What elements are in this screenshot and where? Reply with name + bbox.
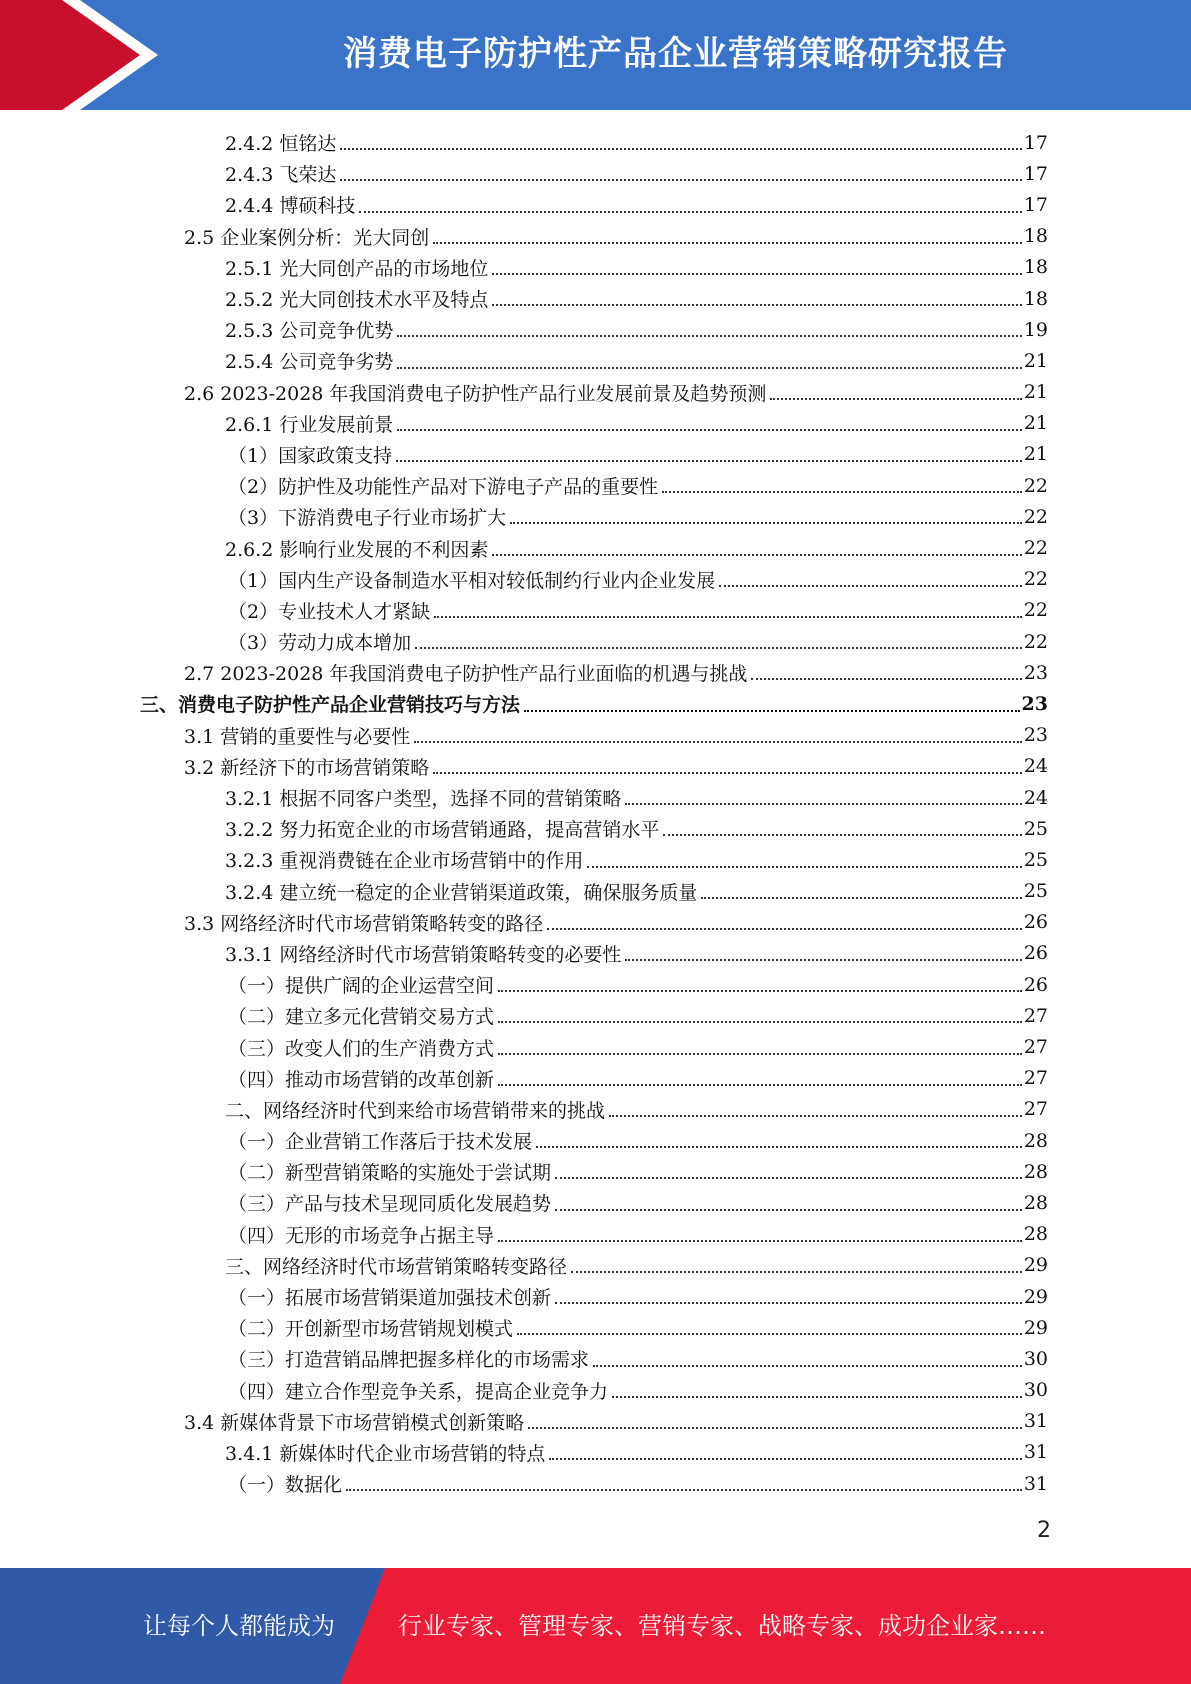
toc-entry[interactable] <box>140 470 1048 501</box>
toc-entry-page: 17 <box>1023 162 1048 185</box>
toc-dot-leader <box>434 612 1022 618</box>
toc-entry[interactable] <box>140 439 1048 470</box>
toc-dot-leader <box>625 799 1021 805</box>
toc-entry-page: 22 <box>1023 630 1048 653</box>
toc-entry-label: （三）产品与技术呈现同质化发展趋势 <box>228 1193 552 1216</box>
toc-entry-label: （二）建立多元化营销交易方式 <box>228 1006 495 1029</box>
toc-entry-page: 30 <box>1023 1347 1048 1370</box>
toc-dot-leader <box>397 363 1021 369</box>
toc-entry[interactable] <box>140 1437 1048 1468</box>
toc-entry[interactable] <box>140 1468 1048 1499</box>
toc-dot-leader <box>346 1485 1022 1491</box>
toc-entry-label: 3.3.1 网络经济时代市场营销策略转变的必要性 <box>225 943 622 966</box>
page-number: 2 <box>1037 1518 1051 1543</box>
toc-dot-leader <box>492 269 1021 275</box>
toc-dot-leader <box>663 830 1021 836</box>
toc-entry-label: （一）提供广阔的企业运营空间 <box>228 975 495 998</box>
toc-entry-page: 31 <box>1023 1472 1048 1495</box>
toc-entry[interactable] <box>140 626 1048 657</box>
toc-dot-leader <box>528 1423 1022 1429</box>
toc-entry-label: （四）建立合作型竞争关系，提高企业竞争力 <box>228 1380 609 1403</box>
toc-entry-label: 2.4.2 恒铭达 <box>225 133 337 156</box>
table-of-contents <box>140 127 1048 1499</box>
toc-entry[interactable] <box>140 782 1048 813</box>
toc-entry[interactable] <box>140 1094 1048 1125</box>
toc-entry-page: 25 <box>1023 880 1048 903</box>
toc-entry[interactable] <box>140 314 1048 345</box>
toc-dot-leader <box>517 1329 1022 1335</box>
toc-entry[interactable] <box>140 564 1048 595</box>
header-banner <box>0 0 1191 110</box>
toc-entry-page: 29 <box>1023 1285 1048 1308</box>
toc-entry[interactable] <box>140 1343 1048 1374</box>
toc-entry-label: 2.6.2 影响行业发展的不利因素 <box>225 538 489 561</box>
toc-dot-leader <box>719 581 1022 587</box>
toc-entry-label: 3.2.4 建立统一稳定的企业营销渠道政策，确保服务质量 <box>225 881 698 904</box>
toc-entry-page: 28 <box>1023 1129 1048 1152</box>
toc-entry-page: 31 <box>1023 1410 1048 1433</box>
toc-dot-leader <box>751 674 1021 680</box>
toc-entry[interactable] <box>140 1312 1048 1343</box>
toc-entry-page: 24 <box>1023 786 1048 809</box>
toc-entry-label: （一）拓展市场营销渠道加强技术创新 <box>228 1287 552 1310</box>
toc-entry-label: （四）无形的市场竞争占据主导 <box>228 1224 495 1247</box>
toc-entry-label: 三、网络经济时代市场营销策略转变路径 <box>225 1255 568 1278</box>
toc-entry[interactable] <box>140 501 1048 532</box>
toc-dot-leader <box>612 1392 1022 1398</box>
toc-dot-leader <box>498 1236 1022 1242</box>
toc-entry[interactable] <box>140 408 1048 439</box>
toc-dot-leader <box>415 643 1022 649</box>
toc-entry-page: 22 <box>1023 568 1048 591</box>
toc-entry-label: 2.7 2023-2028 年我国消费电子防护性产品行业面临的机遇与挑战 <box>184 663 748 686</box>
toc-entry-page: 23 <box>1023 724 1048 747</box>
toc-dot-leader <box>571 1267 1022 1273</box>
toc-entry[interactable] <box>140 1063 1048 1094</box>
toc-dot-leader <box>414 737 1022 743</box>
toc-entry-page: 18 <box>1023 256 1048 279</box>
toc-dot-leader <box>492 300 1021 306</box>
toc-entry-page: 31 <box>1023 1441 1048 1464</box>
toc-entry-page: 22 <box>1023 537 1048 560</box>
toc-dot-leader <box>396 456 1022 462</box>
toc-entry-page: 25 <box>1023 848 1048 871</box>
toc-entry-page: 22 <box>1023 474 1048 497</box>
toc-dot-leader <box>433 238 1022 244</box>
footer-banner <box>0 1568 1191 1684</box>
toc-dot-leader <box>593 1361 1022 1367</box>
toc-entry[interactable] <box>140 1187 1048 1218</box>
report-title: 消费电子防护性产品企业营销策略研究报告 <box>343 34 1008 74</box>
toc-entry[interactable] <box>140 1219 1048 1250</box>
toc-entry-label: 2.4.3 飞荣达 <box>225 164 337 187</box>
toc-entry-label: 3.1 营销的重要性与必要性 <box>184 725 411 748</box>
footer-slogan-right: 行业专家、管理专家、营销专家、战略专家、成功企业家…… <box>398 1612 1046 1640</box>
toc-dot-leader <box>498 1080 1022 1086</box>
toc-dot-leader <box>359 207 1021 213</box>
toc-entry-label: 2.5 企业案例分析：光大同创 <box>184 226 430 249</box>
toc-entry[interactable] <box>140 595 1048 626</box>
toc-entry-page: 21 <box>1023 412 1048 435</box>
toc-entry-page: 29 <box>1023 1316 1048 1339</box>
toc-entry-label: （二）开创新型市场营销规划模式 <box>228 1318 514 1341</box>
toc-entry-label: 3.2 新经济下的市场营销策略 <box>184 756 430 779</box>
toc-entry-label: （二）新型营销策略的实施处于尝试期 <box>228 1162 552 1185</box>
toc-entry[interactable] <box>140 1250 1048 1281</box>
toc-entry-label: （三）改变人们的生产消费方式 <box>228 1037 495 1060</box>
toc-dot-leader <box>340 175 1021 181</box>
toc-entry-page: 24 <box>1023 755 1048 778</box>
toc-entry-label: （3）下游消费电子行业市场扩大 <box>228 507 507 530</box>
toc-dot-leader <box>498 1049 1022 1055</box>
toc-dot-leader <box>662 487 1022 493</box>
toc-entry[interactable] <box>140 1125 1048 1156</box>
toc-entry-page: 26 <box>1023 973 1048 996</box>
toc-entry-label: 三、消费电子防护性产品企业营销技巧与方法 <box>140 694 521 717</box>
toc-entry[interactable] <box>140 813 1048 844</box>
toc-entry-label: 3.3 网络经济时代市场营销策略转变的路径 <box>184 912 544 935</box>
toc-entry-label: 2.6.1 行业发展前景 <box>225 413 394 436</box>
footer-slogan-left: 让每个人都能成为 <box>143 1612 335 1640</box>
toc-entry-page: 27 <box>1023 1067 1048 1090</box>
toc-dot-leader <box>510 518 1022 524</box>
toc-entry-page: 21 <box>1023 443 1048 466</box>
toc-entry-page: 27 <box>1023 1036 1048 1059</box>
toc-dot-leader <box>547 924 1022 930</box>
toc-entry-label: （2）专业技术人才紧缺 <box>228 600 431 623</box>
toc-dot-leader <box>770 394 1021 400</box>
toc-entry[interactable] <box>140 252 1048 283</box>
toc-entry-page: 27 <box>1023 1098 1048 1121</box>
toc-dot-leader <box>498 1017 1022 1023</box>
toc-entry-label: （1）国内生产设备制造水平相对较低制约行业内企业发展 <box>228 569 716 592</box>
toc-entry[interactable] <box>140 158 1048 189</box>
toc-entry-label: （一）数据化 <box>228 1474 343 1497</box>
toc-entry[interactable] <box>140 532 1048 563</box>
toc-entry[interactable] <box>140 844 1048 875</box>
toc-entry-page: 27 <box>1023 1004 1048 1027</box>
toc-entry[interactable] <box>140 1281 1048 1312</box>
toc-entry[interactable] <box>140 657 1048 688</box>
toc-entry[interactable] <box>140 720 1048 751</box>
toc-dot-leader <box>625 955 1021 961</box>
toc-entry-page: 28 <box>1023 1160 1048 1183</box>
toc-entry-label: （一）企业营销工作落后于技术发展 <box>228 1131 533 1154</box>
toc-entry-label: 2.4.4 博硕科技 <box>225 195 356 218</box>
toc-entry[interactable] <box>140 876 1048 907</box>
toc-entry[interactable] <box>140 127 1048 158</box>
toc-dot-leader <box>397 425 1021 431</box>
toc-dot-leader <box>397 331 1021 337</box>
toc-entry-label: 2.5.3 公司竞争优势 <box>225 320 394 343</box>
toc-entry-page: 28 <box>1023 1223 1048 1246</box>
toc-dot-leader <box>609 1111 1022 1117</box>
toc-dot-leader <box>555 1173 1022 1179</box>
toc-entry[interactable] <box>140 189 1048 220</box>
toc-entry[interactable] <box>140 1000 1048 1031</box>
toc-dot-leader <box>549 1454 1021 1460</box>
toc-entry-label: 2.6 2023-2028 年我国消费电子防护性产品行业发展前景及趋势预测 <box>184 382 767 405</box>
toc-entry-page: 23 <box>1021 692 1048 715</box>
header-red-arrow <box>0 0 150 110</box>
toc-entry-label: 3.4 新媒体背景下市场营销模式创新策略 <box>184 1411 525 1434</box>
toc-entry[interactable] <box>140 969 1048 1000</box>
toc-dot-leader <box>536 1142 1022 1148</box>
toc-entry-label: （2）防护性及功能性产品对下游电子产品的重要性 <box>228 476 659 499</box>
toc-entry-label: （四）推动市场营销的改革创新 <box>228 1068 495 1091</box>
toc-entry-label: （1）国家政策支持 <box>228 444 393 467</box>
toc-entry-label: 3.2.2 努力拓宽企业的市场营销通路，提高营销水平 <box>225 819 660 842</box>
toc-entry[interactable] <box>140 345 1048 376</box>
toc-entry[interactable] <box>140 1406 1048 1437</box>
toc-entry-page: 18 <box>1023 225 1048 248</box>
toc-entry[interactable] <box>140 1375 1048 1406</box>
toc-entry[interactable] <box>140 283 1048 314</box>
toc-entry-page: 26 <box>1023 911 1048 934</box>
toc-dot-leader <box>555 1205 1022 1211</box>
toc-dot-leader <box>701 893 1021 899</box>
toc-entry[interactable] <box>140 1031 1048 1062</box>
toc-dot-leader <box>498 986 1022 992</box>
toc-entry-label: （3）劳动力成本增加 <box>228 632 412 655</box>
toc-dot-leader <box>524 706 1020 712</box>
toc-entry[interactable] <box>140 751 1048 782</box>
toc-entry-label: 2.5.1 光大同创产品的市场地位 <box>225 257 489 280</box>
toc-entry-label: 2.5.4 公司竞争劣势 <box>225 351 394 374</box>
toc-entry-label: 3.4.1 新媒体时代企业市场营销的特点 <box>225 1442 546 1465</box>
toc-dot-leader <box>555 1298 1022 1304</box>
toc-entry-page: 17 <box>1023 131 1048 154</box>
toc-entry[interactable] <box>140 907 1048 938</box>
toc-entry-page: 30 <box>1023 1379 1048 1402</box>
toc-entry[interactable] <box>140 221 1048 252</box>
toc-entry[interactable] <box>140 688 1048 719</box>
toc-entry[interactable] <box>140 938 1048 969</box>
toc-entry-page: 25 <box>1023 817 1048 840</box>
toc-dot-leader <box>340 144 1021 150</box>
toc-dot-leader <box>587 862 1021 868</box>
toc-entry[interactable] <box>140 377 1048 408</box>
toc-dot-leader <box>433 768 1022 774</box>
toc-entry-page: 29 <box>1023 1254 1048 1277</box>
toc-entry-label: 二、网络经济时代到来给市场营销带来的挑战 <box>225 1099 606 1122</box>
toc-entry-page: 22 <box>1023 505 1048 528</box>
toc-entry-page: 19 <box>1023 318 1048 341</box>
toc-entry-page: 21 <box>1023 349 1048 372</box>
toc-entry-label: 3.2.3 重视消费链在企业市场营销中的作用 <box>225 850 584 873</box>
toc-entry-page: 26 <box>1023 942 1048 965</box>
toc-entry[interactable] <box>140 1156 1048 1187</box>
toc-entry-page: 21 <box>1023 381 1048 404</box>
toc-entry-page: 28 <box>1023 1191 1048 1214</box>
toc-entry-page: 22 <box>1023 599 1048 622</box>
toc-entry-page: 23 <box>1023 661 1048 684</box>
toc-entry-page: 17 <box>1023 193 1048 216</box>
toc-entry-label: 2.5.2 光大同创技术水平及特点 <box>225 289 489 312</box>
toc-dot-leader <box>492 550 1021 556</box>
toc-entry-page: 18 <box>1023 287 1048 310</box>
toc-entry-label: （三）打造营销品牌把握多样化的市场需求 <box>228 1349 590 1372</box>
toc-entry-label: 3.2.1 根据不同客户类型，选择不同的营销策略 <box>225 788 622 811</box>
